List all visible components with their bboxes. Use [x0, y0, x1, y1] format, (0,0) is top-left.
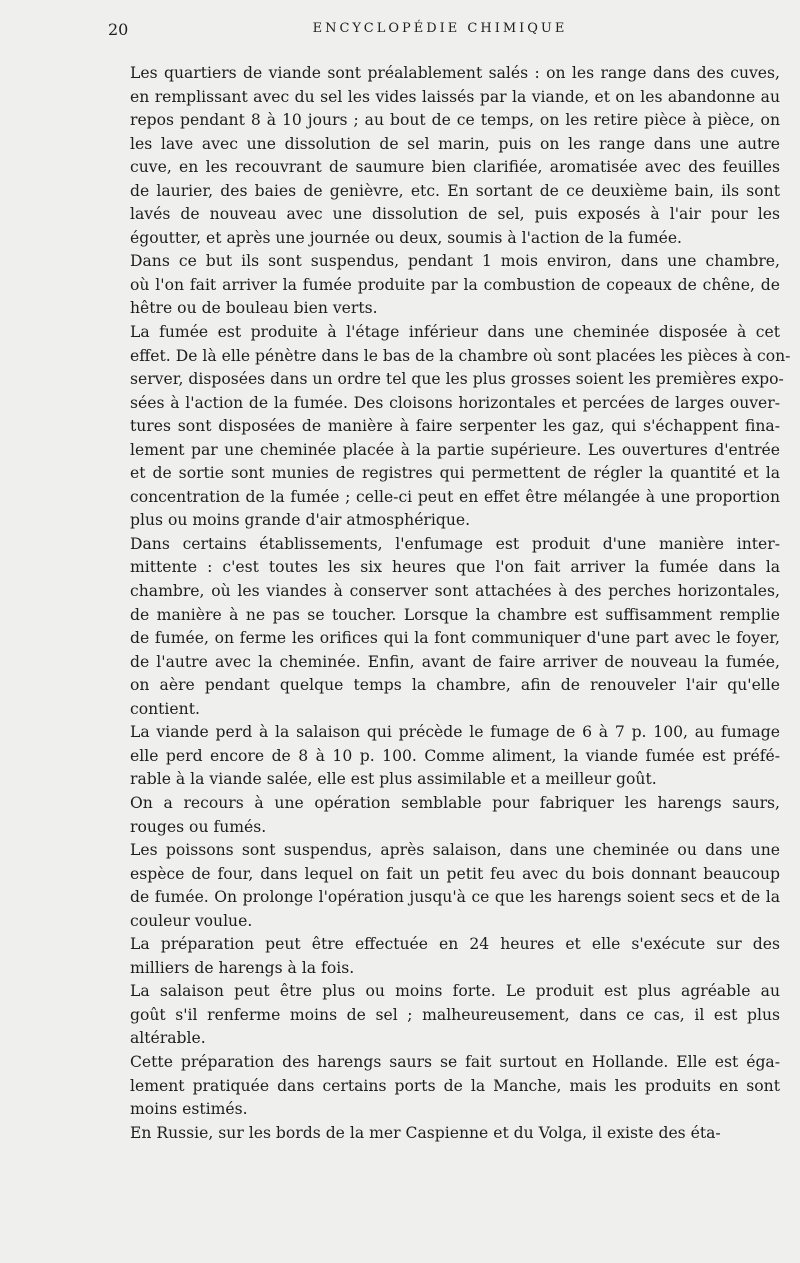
paragraph: [108, 721, 780, 792]
text-line: contient.: [130, 699, 200, 718]
text-line: espèce de four, dans lequel on fait un petit feu avec du bois donnant beaucoup: [130, 864, 780, 883]
text-line: couleur voulue.: [130, 911, 253, 930]
paragraph: [108, 1051, 780, 1122]
text-line: En Russie, sur les bords de la mer Caspienne et du Volga, il existe des éta-: [130, 1123, 721, 1142]
text-line: les lave avec une dissolution de sel marin, puis on les range dans une autre: [130, 134, 780, 153]
text-line: de fumée, on ferme les orifices qui la font communiquer d'une part avec le foyer,: [130, 629, 780, 648]
text-line: milliers de harengs à la fois.: [130, 958, 355, 977]
text-line: tures sont disposées de manière à faire serpenter les gaz, qui s'échappent fina-: [130, 417, 780, 436]
text-line: Les quartiers de viande sont préalablement salés : on les range dans des cuves,: [130, 64, 780, 82]
text-line: on aère pendant quelque temps la chambre, afin de renouveler l'air qu'elle: [130, 676, 780, 695]
text-line: où l'on fait arriver la fumée produite par la combustion de copeaux de chêne, de: [130, 275, 780, 294]
text-line: lement par une cheminée placée à la partie supérieure. Les ouvertures d'entrée: [130, 440, 780, 459]
text-line: égoutter, et après une journée ou deux, soumis à l'action de la fumée.: [130, 228, 683, 247]
text-line: mittente : c'est toutes les six heures que l'on fait arriver la fumée dans la: [130, 558, 780, 577]
text-line: La fumée est produite à l'étage inférieur dans une cheminée disposée à cet: [130, 323, 780, 342]
paragraph: [108, 1122, 780, 1146]
text-line: La salaison peut être plus ou moins forte. Le produit est plus agréable au: [130, 982, 780, 1001]
text-line: lement pratiquée dans certains ports de la Manche, mais les produits en sont: [130, 1076, 780, 1095]
text-line: On a recours à une opération semblable pour fabriquer les harengs saurs,: [130, 793, 780, 812]
text-line: hêtre ou de bouleau bien verts.: [130, 299, 378, 318]
text-line: rouges ou fumés.: [130, 817, 267, 836]
paragraph: [108, 980, 780, 1051]
text-line: de fumée. On prolonge l'opération jusqu'à ce que les harengs soient secs et de la: [130, 888, 780, 907]
paragraph: [108, 62, 780, 250]
text-line: altérable.: [130, 1029, 206, 1048]
text-line: de laurier, des baies de genièvre, etc. En sortant de ce deuxième bain, ils sont: [130, 181, 780, 200]
text-line: La viande perd à la salaison qui précède le fumage de 6 à 7 p. 100, au fumage: [130, 723, 780, 742]
text-line: repos pendant 8 à 10 jours ; au bout de ce temps, on les retire pièce à pièce, on: [130, 111, 780, 130]
text-line: server, disposées dans un ordre tel que les plus grosses soient les premières expo-: [130, 370, 784, 389]
text-line: en remplissant avec du sel les vides laissés par la viande, et on les abandonne au: [130, 87, 780, 106]
paragraph: [108, 250, 780, 321]
text-line: Dans certains établissements, l'enfumage est produit d'une manière inter-: [130, 534, 780, 553]
text-line: Les poissons sont suspendus, après salaison, dans une cheminée ou dans une: [130, 841, 780, 860]
text-line: moins estimés.: [130, 1100, 248, 1119]
page-number: 20: [108, 20, 129, 39]
text-line: cuve, en les recouvrant de saumure bien clarifiée, aromatisée avec des feuilles: [130, 158, 780, 177]
body-text: [108, 62, 791, 1145]
paragraph: [108, 533, 780, 721]
text-line: elle perd encore de 8 à 10 p. 100. Comme aliment, la viande fumée est préfé-: [130, 746, 780, 765]
text-line: de manière à ne pas se toucher. Lorsque la chambre est suffisamment remplie: [130, 605, 780, 624]
page-header: [108, 20, 772, 42]
text-line: lavés de nouveau avec une dissolution de sel, puis exposés à l'air pour les: [130, 205, 780, 224]
text-line: Cette préparation des harengs saurs se fait surtout en Hollande. Elle est éga-: [130, 1052, 780, 1071]
text-line: et de sortie sont munies de registres qui permettent de régler la quantité et la: [130, 464, 780, 483]
text-line: effet. De là elle pénètre dans le bas de la chambre où sont placées les pièces à con-: [130, 346, 791, 365]
text-line: plus ou moins grande d'air atmosphérique.: [130, 511, 471, 530]
text-line: Dans ce but ils sont suspendus, pendant 1 mois environ, dans une chambre,: [130, 252, 780, 271]
text-line: La préparation peut être effectuée en 24 heures et elle s'exécute sur des: [130, 935, 780, 954]
paragraph: [108, 839, 780, 933]
running-title: ENCYCLOPÉDIE CHIMIQUE: [312, 21, 568, 36]
text-line: sées à l'action de la fumée. Des cloisons horizontales et percées de larges ouver-: [130, 393, 780, 412]
paragraph: [108, 792, 780, 839]
paragraph: [108, 933, 780, 980]
paragraph: [108, 321, 791, 533]
text-line: de l'autre avec la cheminée. Enfin, avant de faire arriver de nouveau la fumée,: [130, 652, 780, 671]
text-line: goût s'il renferme moins de sel ; malheureusement, dans ce cas, il est plus: [130, 1005, 780, 1024]
text-line: rable à la viande salée, elle est plus assimilable et a meilleur goût.: [130, 770, 657, 789]
text-line: concentration de la fumée ; celle-ci peut en effet être mélangée à une proportion: [130, 487, 780, 506]
text-line: chambre, où les viandes à conserver sont attachées à des perches horizontales,: [130, 582, 780, 601]
